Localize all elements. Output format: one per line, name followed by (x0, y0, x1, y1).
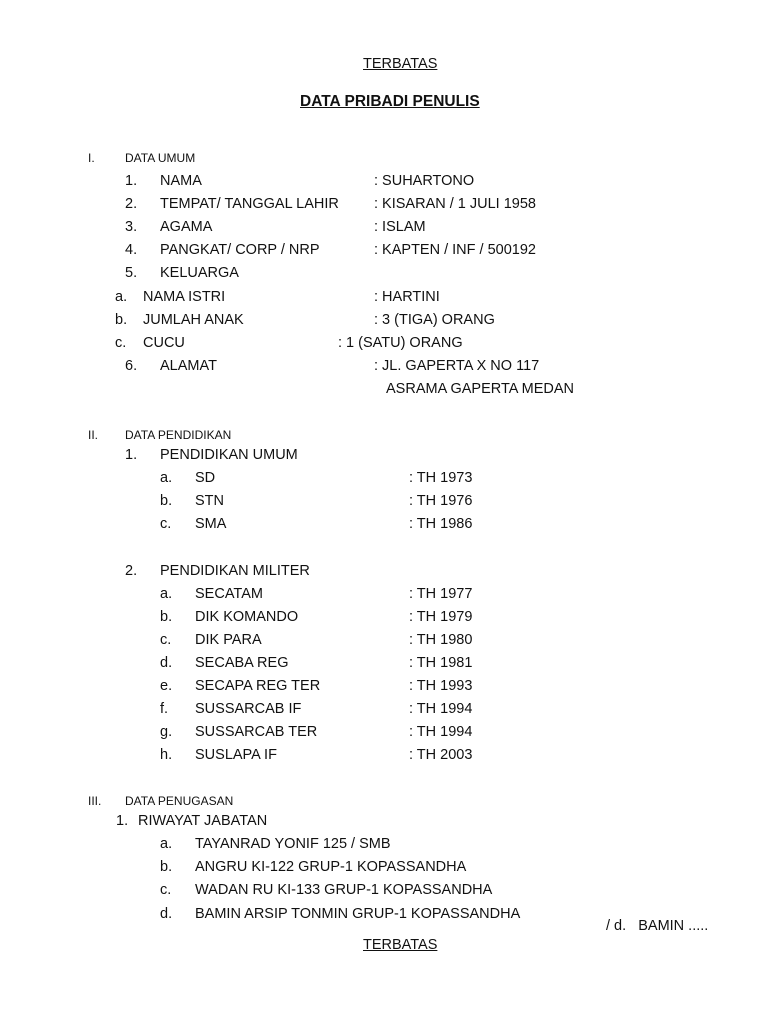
field-label: NAMA ISTRI (143, 289, 226, 305)
classification-bottom: TERBATAS (363, 937, 438, 953)
continuation-marker: / d. BAMIN ..... (606, 918, 709, 934)
field-value: : TH 1979 (409, 609, 473, 625)
position-entry: ANGRU KI-122 GRUP-1 KOPASSANDHA (195, 859, 467, 875)
field-value: : TH 1993 (409, 678, 473, 694)
field-label: SECAPA REG TER (195, 678, 321, 694)
item-letter: c. (160, 882, 172, 898)
field-value: : KAPTEN / INF / 500192 (374, 242, 536, 258)
item-letter: d. (160, 655, 173, 671)
field-value: : TH 1994 (409, 701, 473, 717)
field-value: : ISLAM (374, 219, 426, 235)
field-value: : 3 (TIGA) ORANG (374, 312, 495, 328)
item-number: 1. (116, 813, 129, 829)
field-value: : TH 2003 (409, 747, 473, 763)
position-entry: TAYANRAD YONIF 125 / SMB (195, 836, 391, 852)
field-label: JUMLAH ANAK (143, 312, 244, 328)
item-letter: b. (160, 493, 173, 509)
item-number: 1. (125, 447, 138, 463)
field-value: : TH 1980 (409, 632, 473, 648)
field-label: AGAMA (160, 219, 213, 235)
subsection-label: RIWAYAT JABATAN (138, 813, 268, 829)
field-value: : TH 1981 (409, 655, 473, 671)
item-number: 2. (125, 563, 138, 579)
item-letter: d. (160, 906, 173, 922)
field-value: : JL. GAPERTA X NO 117 (374, 358, 540, 374)
classification-top: TERBATAS (363, 56, 438, 72)
field-label: ALAMAT (160, 358, 217, 374)
field-label: SUSSARCAB IF (195, 701, 302, 717)
item-letter: e. (160, 678, 173, 694)
field-label: NAMA (160, 173, 202, 189)
field-value: : SUHARTONO (374, 173, 475, 189)
section-number: II. (88, 428, 99, 442)
item-number: 5. (125, 265, 138, 281)
item-letter: c. (115, 335, 127, 351)
section-heading: DATA PENDIDIKAN (125, 428, 232, 442)
item-number: 3. (125, 219, 138, 235)
field-label: SD (195, 470, 216, 486)
field-label: SUSSARCAB TER (195, 724, 318, 740)
section-number: III. (88, 794, 102, 808)
item-letter: a. (160, 470, 173, 486)
field-label: DIK KOMANDO (195, 609, 299, 625)
item-number: 6. (125, 358, 138, 374)
document-title: DATA PRIBADI PENULIS (300, 93, 480, 110)
field-value-continued: ASRAMA GAPERTA MEDAN (386, 381, 575, 397)
field-label: SECABA REG (195, 655, 289, 671)
field-value: : TH 1977 (409, 586, 473, 602)
item-letter: c. (160, 632, 172, 648)
field-value: : 1 (SATU) ORANG (338, 335, 463, 351)
section-heading: DATA PENUGASAN (125, 794, 234, 808)
item-number: 2. (125, 196, 138, 212)
field-label: SECATAM (195, 586, 263, 602)
field-label: STN (195, 493, 224, 509)
item-letter: a. (160, 586, 173, 602)
field-label: DIK PARA (195, 632, 262, 648)
field-value: : HARTINI (374, 289, 440, 305)
field-label: KELUARGA (160, 265, 239, 281)
field-label: CUCU (143, 335, 185, 351)
field-value: : KISARAN / 1 JULI 1958 (374, 196, 536, 212)
item-letter: b. (160, 859, 173, 875)
field-value: : TH 1986 (409, 516, 473, 532)
item-letter: g. (160, 724, 173, 740)
field-label: PANGKAT/ CORP / NRP (160, 242, 320, 258)
subsection-label: PENDIDIKAN UMUM (160, 447, 298, 463)
field-value: : TH 1973 (409, 470, 473, 486)
field-value: : TH 1976 (409, 493, 473, 509)
field-label: SMA (195, 516, 227, 532)
item-letter: f. (160, 701, 169, 717)
position-entry: BAMIN ARSIP TONMIN GRUP-1 KOPASSANDHA (195, 906, 521, 922)
item-number: 1. (125, 173, 138, 189)
position-entry: WADAN RU KI-133 GRUP-1 KOPASSANDHA (195, 882, 493, 898)
subsection-label: PENDIDIKAN MILITER (160, 563, 310, 579)
field-label: SUSLAPA IF (195, 747, 277, 763)
item-letter: a. (115, 289, 128, 305)
field-value: : TH 1994 (409, 724, 473, 740)
item-number: 4. (125, 242, 138, 258)
item-letter: b. (160, 609, 173, 625)
item-letter: b. (115, 312, 128, 328)
item-letter: c. (160, 516, 172, 532)
item-letter: a. (160, 836, 173, 852)
section-heading: DATA UMUM (125, 151, 196, 165)
item-letter: h. (160, 747, 173, 763)
field-label: TEMPAT/ TANGGAL LAHIR (160, 196, 339, 212)
section-number: I. (88, 151, 95, 165)
